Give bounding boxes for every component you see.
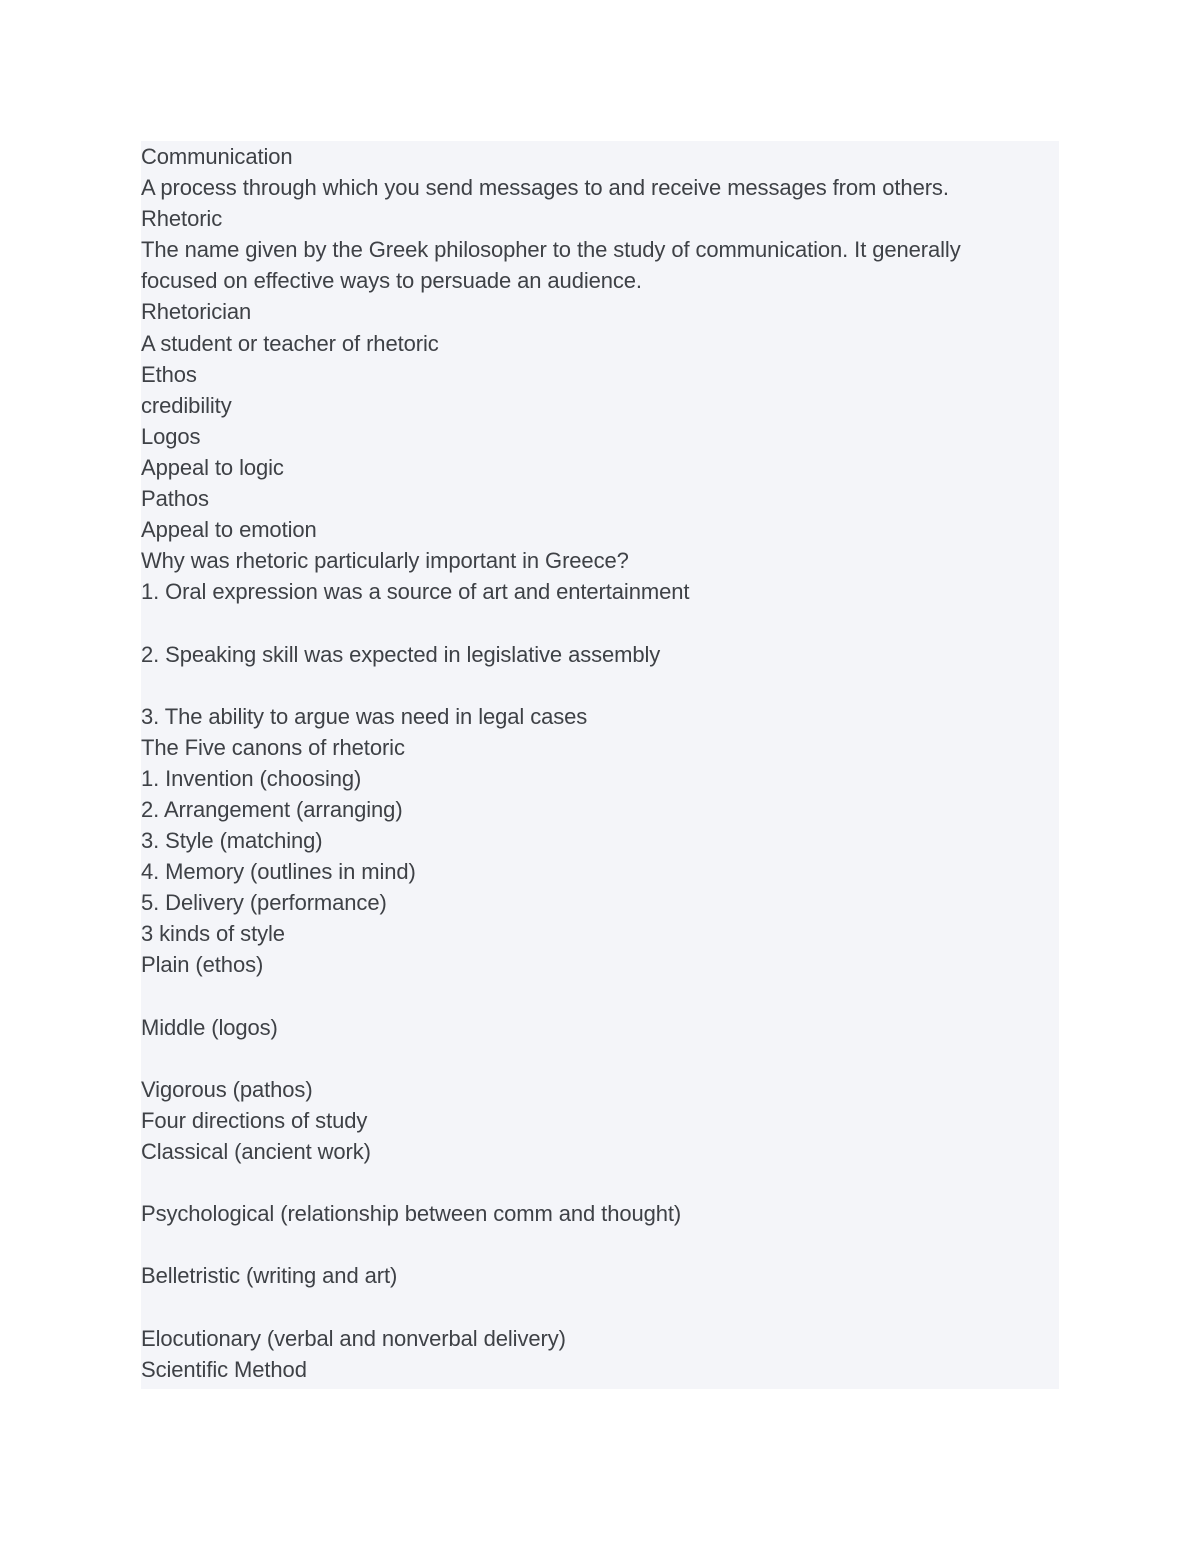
blank-line	[141, 1229, 1059, 1260]
text-line: 2. Arrangement (arranging)	[141, 796, 403, 822]
blank-line	[141, 1291, 1059, 1322]
blank-line	[141, 1043, 1059, 1074]
blank-line	[141, 607, 1059, 638]
text-line: focused on effective ways to persuade an audience.	[141, 268, 642, 294]
text-line: The name given by the Greek philosopher to the study of communication. It generally	[141, 237, 961, 263]
text-line: Why was rhetoric particularly important in Greece?	[141, 548, 629, 574]
text-line: Rhetorician	[141, 299, 252, 325]
blank-line	[141, 670, 1059, 701]
text-line: credibility	[141, 392, 232, 418]
text-line: 1. Oral expression was a source of art and entertainment	[141, 579, 690, 605]
text-line: 3 kinds of style	[141, 921, 285, 947]
text-line: 3. Style (matching)	[141, 828, 323, 854]
blank-line	[141, 981, 1059, 1012]
text-line: Scientific Method	[141, 1356, 307, 1382]
text-line: The Five canons of rhetoric	[141, 734, 405, 760]
text-line: A student or teacher of rhetoric	[141, 330, 439, 356]
text-line: Classical (ancient work)	[141, 1139, 371, 1164]
text-line: Vigorous (pathos)	[141, 1076, 313, 1102]
text-line: Rhetoric	[141, 206, 223, 232]
text-line: Pathos	[141, 486, 209, 512]
text-line: A process through which you send messages to and receive messages from others.	[141, 175, 949, 201]
text-line: Logos	[141, 423, 201, 449]
text-line: 4. Memory (outlines in mind)	[141, 859, 416, 885]
text-line: 3. The ability to argue was need in legal cases	[141, 703, 588, 729]
text-line: Elocutionary (verbal and nonverbal delivery)	[141, 1325, 566, 1351]
text-line: Communication	[141, 144, 293, 169]
text-line: 5. Delivery (performance)	[141, 890, 387, 916]
text-line: Psychological (relationship between comm and thought)	[141, 1201, 682, 1227]
text-line: 2. Speaking skill was expected in legislative assembly	[141, 641, 661, 667]
text-line: 1. Invention (choosing)	[141, 765, 362, 791]
text-lines	[141, 141, 1059, 1385]
text-line: Four directions of study	[141, 1107, 368, 1133]
text-line: Appeal to logic	[141, 454, 284, 480]
blank-line	[141, 1167, 1059, 1198]
text-line: Ethos	[141, 361, 197, 387]
text-line: Appeal to emotion	[141, 517, 317, 543]
text-line: Belletristic (writing and art)	[141, 1263, 398, 1289]
text-line: Plain (ethos)	[141, 952, 264, 978]
text-content-block	[141, 141, 1059, 1389]
text-line: Middle (logos)	[141, 1014, 278, 1040]
